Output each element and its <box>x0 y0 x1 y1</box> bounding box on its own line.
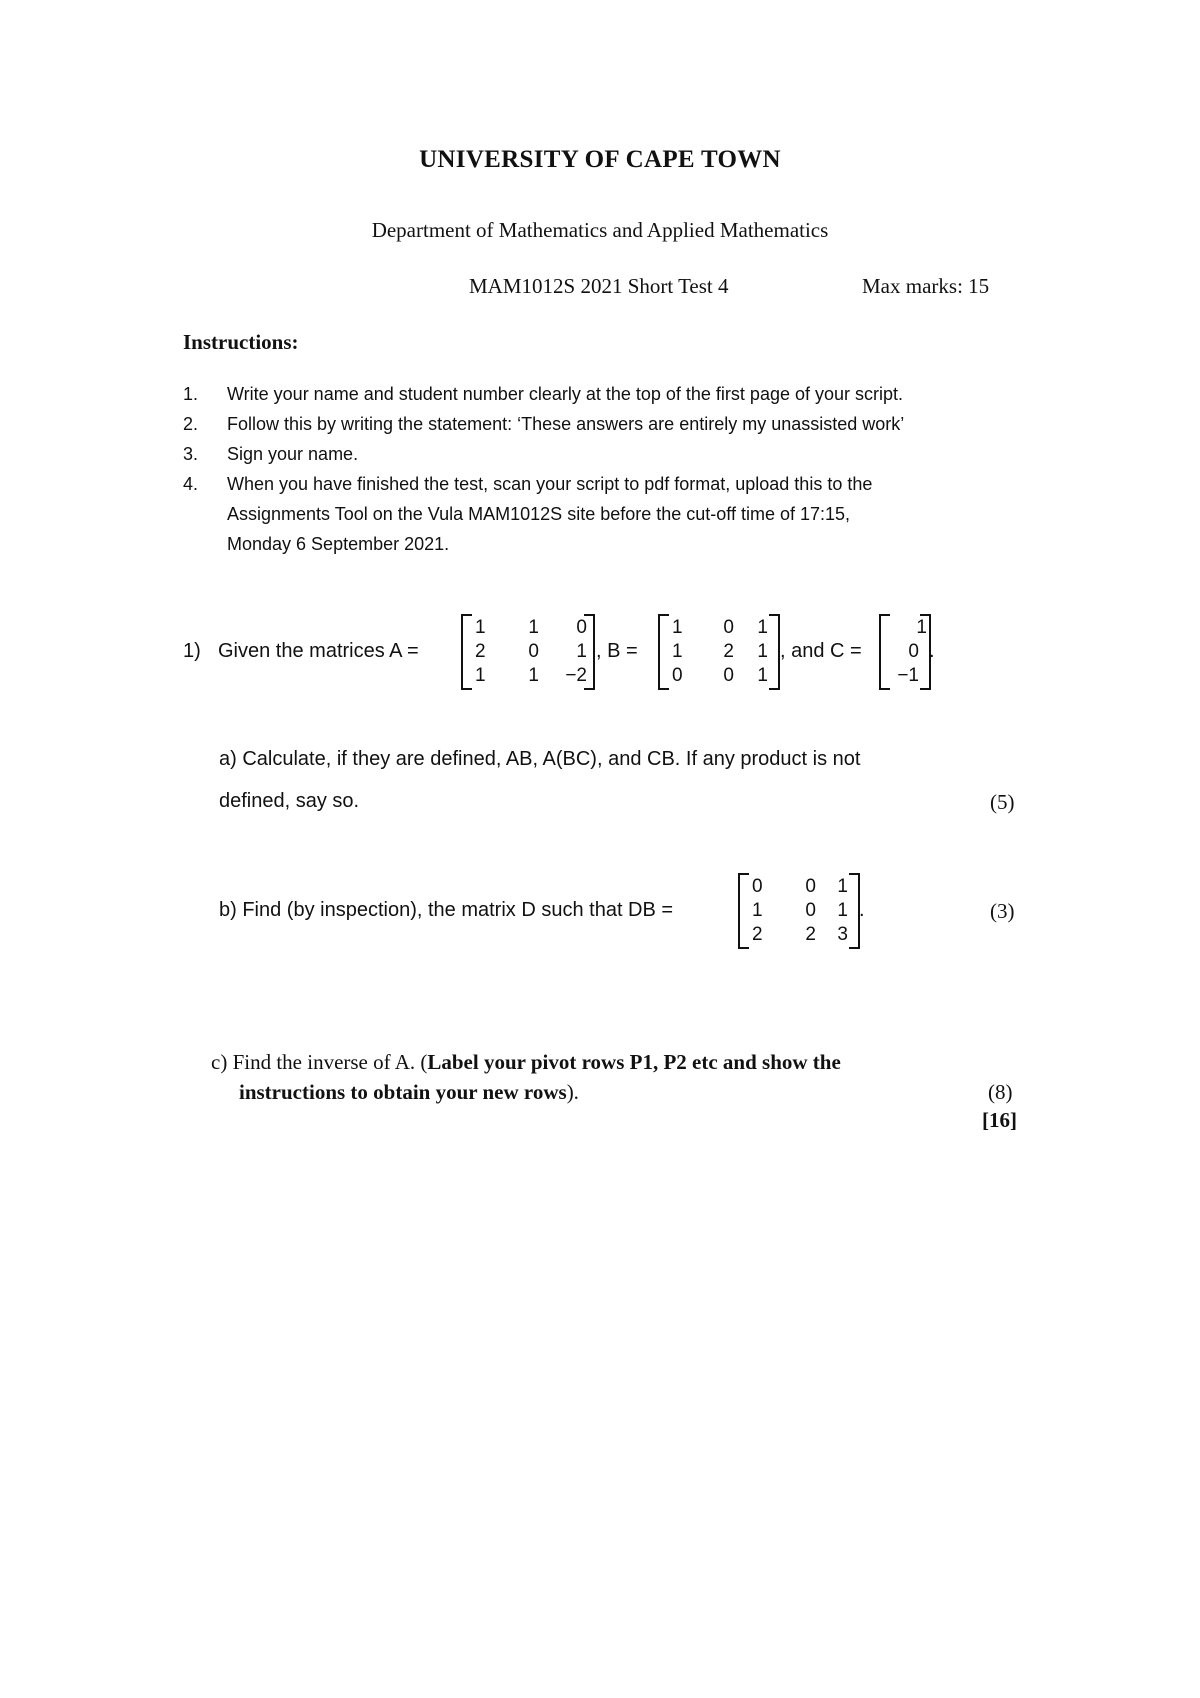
part-c-bold-2: instructions to obtain your new rows <box>239 1080 567 1104</box>
instruction-number: 4. <box>183 474 199 494</box>
instruction-text: Sign your name. <box>227 444 359 464</box>
part-c-prefix: c) Find the inverse of A. ( <box>211 1050 428 1074</box>
part-a-marks: (5) <box>990 790 1015 814</box>
matrix-cell: 0 <box>908 641 919 662</box>
part-c-line1 <box>211 1050 841 1075</box>
instruction-continuation: Monday 6 September 2021. <box>227 534 450 554</box>
matrix-cell: 1 <box>837 876 848 897</box>
matrix-cell: 0 <box>528 641 539 662</box>
matrix-cell: 3 <box>837 924 848 945</box>
course-test-title: MAM1012S 2021 Short Test 4 <box>469 274 729 298</box>
instruction-number: 2. <box>183 414 199 434</box>
separator-c: , and C = <box>780 640 862 662</box>
matrix-cell: 1 <box>837 900 848 921</box>
question-intro: Given the matrices A = <box>218 640 419 662</box>
part-a-line1: a) Calculate, if they are defined, AB, A(BC), and CB. If any product is not <box>219 748 861 770</box>
matrix-cell: 0 <box>752 876 763 897</box>
matrix-c <box>879 614 931 690</box>
instruction-text: When you have finished the test, scan your script to pdf format, upload this to the <box>227 474 873 494</box>
part-a-line2: defined, say so. <box>219 790 360 812</box>
part-c-marks: (8) <box>988 1080 1013 1104</box>
matrix-cell: 1 <box>475 617 486 638</box>
matrix-cell: 2 <box>752 924 763 945</box>
matrix-cell: 0 <box>672 665 683 686</box>
matrix-db <box>738 873 860 949</box>
instruction-text: Write your name and student number clearly at the top of the first page of your script. <box>227 384 904 404</box>
matrix-c-end: . <box>929 640 935 662</box>
matrix-cell: 1 <box>916 617 927 638</box>
matrix-cell: 1 <box>672 617 683 638</box>
separator-b: , B = <box>596 640 638 662</box>
matrix-cell: 1 <box>757 665 768 686</box>
matrix-cell: 0 <box>805 900 816 921</box>
matrix-cell: 1 <box>475 665 486 686</box>
matrix-cell: 2 <box>475 641 486 662</box>
matrix-cell: 1 <box>757 617 768 638</box>
max-marks: Max marks: 15 <box>862 274 990 298</box>
matrix-cell: −1 <box>897 665 919 686</box>
matrix-cell: 0 <box>576 617 587 638</box>
university-title: UNIVERSITY OF CAPE TOWN <box>419 146 781 173</box>
instruction-text: Follow this by writing the statement: ‘These answers are entirely my unassisted work’ <box>227 414 905 434</box>
matrix-cell: 1 <box>528 617 539 638</box>
part-c-suffix: ). <box>566 1080 579 1104</box>
matrix-cell: −2 <box>565 665 587 686</box>
instruction-continuation: Assignments Tool on the Vula MAM1012S site before the cut-off time of 17:15, <box>227 504 851 524</box>
matrix-b <box>658 614 780 690</box>
matrix-cell: 1 <box>757 641 768 662</box>
instruction-number: 1. <box>183 384 199 404</box>
matrix-cell: 2 <box>723 641 734 662</box>
question-number: 1) <box>183 640 201 662</box>
matrix-cell: 0 <box>723 617 734 638</box>
part-b-text: b) Find (by inspection), the matrix D such that DB = <box>219 899 674 921</box>
department-name: Department of Mathematics and Applied Mathematics <box>371 218 829 242</box>
question-total: [16] <box>982 1108 1017 1132</box>
matrix-cell: 2 <box>805 924 816 945</box>
matrix-cell: 1 <box>528 665 539 686</box>
matrix-cell: 1 <box>576 641 587 662</box>
instruction-number: 3. <box>183 444 199 464</box>
part-c-line2 <box>239 1080 579 1105</box>
instructions-heading: Instructions: <box>183 330 299 354</box>
matrix-a <box>461 614 595 690</box>
matrix-cell: 1 <box>672 641 683 662</box>
part-b-end: . <box>859 899 865 921</box>
part-b-marks: (3) <box>990 899 1015 923</box>
matrix-cell: 0 <box>805 876 816 897</box>
matrix-cell: 1 <box>752 900 763 921</box>
part-c-bold-1: Label your pivot rows P1, P2 etc and show the <box>427 1050 841 1074</box>
matrix-cell: 0 <box>723 665 734 686</box>
